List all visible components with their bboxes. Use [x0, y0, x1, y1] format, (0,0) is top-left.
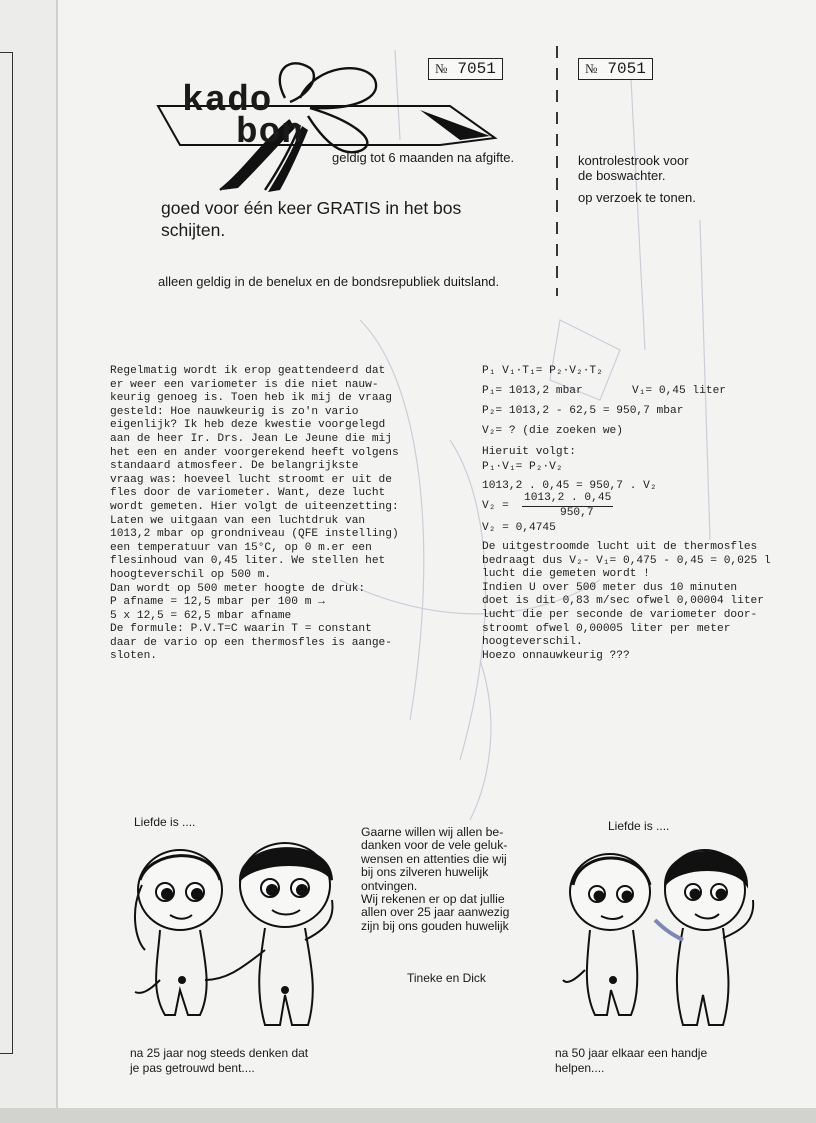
number-sign: №: [435, 61, 448, 76]
stub-number: 7051: [607, 60, 646, 78]
calculation-line: 1013,2 . 0,45 = 950,7 . V₂: [482, 480, 657, 492]
article-line: sloten.: [110, 650, 157, 663]
p1-value: P₁= 1013,2 mbar: [482, 385, 583, 397]
perforation-line: [552, 46, 562, 296]
article-line: lucht die per seconde de variometer door-: [482, 608, 758, 621]
article-line: hoogteverschil op 500 m.: [110, 568, 272, 581]
article-line: doet is dit 0,83 m/sec ofwel 0,00004 liter: [482, 595, 764, 608]
message-line: Wij rekenen er op dat jullie: [361, 892, 505, 907]
left-caption-line-2: je pas getrouwd bent....: [130, 1061, 255, 1075]
article-line: een temperatuur van 15°C, op 0 m.er een: [110, 541, 372, 554]
v2-result: V₂ = 0,4745: [482, 522, 556, 534]
article-line: Laten we uitgaan van een luchtdruk van: [110, 514, 366, 527]
article-line: De uitgestroomde lucht uit de thermosfles: [482, 541, 758, 553]
article-line: het een en ander voorgerekend heeft volgens: [110, 446, 399, 459]
voucher-number: 7051: [457, 60, 496, 78]
article-line: daar de vario op een thermosfles is aange-: [110, 636, 392, 649]
article-line: keurig genoeg is. Toen heb ik mij de vraag: [110, 392, 392, 405]
formula-pv: P₁·V₁= P₂·V₂: [482, 461, 563, 473]
article-line: Indien U over 500 meter dus 10 minuten: [482, 581, 738, 594]
left-cartoon-title: Liefde is ....: [134, 815, 196, 829]
article-line: Hoezo onnauwkeurig ???: [482, 649, 630, 662]
validity-text: geldig tot 6 maanden na afgifte.: [332, 150, 515, 165]
formula-pvt: P₁ V₁·T₁= P₂·V₂·T₂: [482, 365, 603, 377]
article-line: er weer een variometer is die niet nauw-: [110, 378, 379, 391]
right-caption-line-2: helpen....: [555, 1061, 605, 1075]
logo-word-bon: bon: [236, 112, 304, 153]
article-right-column: [482, 541, 771, 663]
voucher-main-line-2: schijten.: [161, 220, 226, 240]
number-sign: №: [585, 61, 598, 76]
v1-value: V₁= 0,45 liter: [632, 385, 726, 397]
stub-text-2: de boswachter.: [578, 168, 666, 183]
article-line: Dan wordt op 500 meter hoogte de druk:: [110, 582, 366, 595]
signature-text: Tineke en Dick: [407, 971, 486, 985]
page-bottom-edge: [0, 1108, 816, 1123]
p2-value: P₂= 1013,2 - 62,5 = 950,7 mbar: [482, 405, 684, 417]
fraction-denominator: 950,7: [560, 507, 594, 519]
article-line: Regelmatig wordt ik erop geattendeerd dat: [110, 365, 386, 377]
v2-label: V₂ =: [482, 500, 509, 512]
hieruit-text: Hieruit volgt:: [482, 446, 576, 458]
message-line: Gaarne willen wij allen be-: [361, 825, 504, 839]
fraction-numerator: 1013,2 . 0,45: [522, 492, 613, 507]
message-line: ontvingen.: [361, 878, 418, 893]
article-line: P afname = 12,5 mbar per 100 m →: [110, 596, 325, 609]
article-line: gesteld: Hoe nauwkeurig is zo'n vario: [110, 405, 359, 418]
article-line: vraag was: hoeveel lucht stroomt er uit de: [110, 473, 392, 486]
article-line: aan de heer Ir. Drs. Jean Le Jeune die mij: [110, 432, 392, 445]
article-line: hoogteverschil.: [482, 636, 583, 649]
article-line: De formule: P.V.T=C waarin T = constant: [110, 623, 372, 636]
right-caption-line-1: na 50 jaar elkaar een handje: [555, 1046, 708, 1060]
article-line: eigenlijk? Ik heb deze kwestie voorgelegd: [110, 419, 386, 432]
article-line: 5 x 12,5 = 62,5 mbar afname: [110, 609, 292, 622]
article-line: stroomt ofwel 0,00005 liter per meter: [482, 622, 731, 635]
v2-question: V₂= ? (die zoeken we): [482, 425, 623, 437]
message-line: bij ons zilveren huwelijk: [361, 865, 489, 880]
voucher-number-box: [428, 58, 503, 80]
stub-number-box: [578, 58, 653, 80]
message-line: allen over 25 jaar aanwezig: [361, 905, 510, 920]
stub-text-3: op verzoek te tonen.: [578, 190, 696, 205]
left-caption-line-1: na 25 jaar nog steeds denken dat: [130, 1046, 309, 1060]
stub-text-1: kontrolestrook voor: [578, 153, 689, 168]
spine-frame-line: [0, 52, 13, 1054]
thank-you-message: [361, 826, 551, 933]
logo-word-kado: kado: [182, 80, 273, 121]
article-line: 1013,2 mbar op grondniveau (QFE instelling): [110, 528, 399, 541]
article-left-column: [110, 365, 399, 664]
message-line: wensen en attenties die wij: [361, 851, 507, 866]
message-line: zijn bij ons gouden huwelijk: [361, 918, 509, 933]
article-line: standaard atmosfeer. De belangrijkste: [110, 460, 359, 473]
voucher-main-line-1: goed voor één keer GRATIS in het bos: [161, 198, 462, 218]
right-cartoon-title: Liefde is ....: [608, 819, 670, 833]
left-cartoon-couple: [120, 830, 360, 1040]
voucher-region-text: alleen geldig in de benelux en de bondsrepubliek duitsland.: [158, 274, 500, 289]
article-line: wordt gemeten. Hier volgt de uiteenzetting:: [110, 500, 399, 513]
article-line: lucht die gemeten wordt !: [482, 568, 650, 581]
message-line: danken voor de vele geluk-: [361, 838, 508, 853]
article-line: flesinhoud van 0,45 liter. We stellen het: [110, 555, 386, 568]
article-line: fles door de variometer. Want, deze lucht: [110, 487, 386, 500]
right-cartoon-couple: [555, 830, 775, 1040]
article-line: bedraagt dus V₂- V₁= 0,475 - 0,45 = 0,025 l: [482, 554, 771, 567]
